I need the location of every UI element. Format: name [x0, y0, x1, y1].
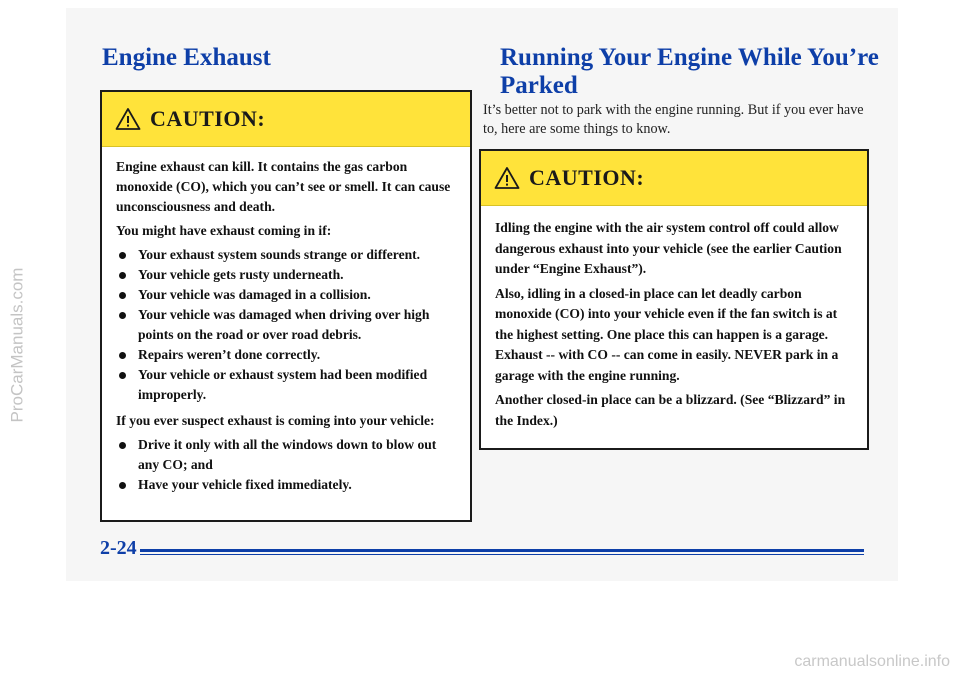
intro-paragraph: It’s better not to park with the engine running. But if you ever have to, here are some things to know. — [483, 102, 864, 137]
list-item: Your vehicle or exhaust system had been modified improperly. — [116, 365, 458, 405]
bottom-watermark: carmanualsonline.info — [794, 653, 950, 670]
caution-header — [481, 151, 867, 206]
footer-rule — [140, 549, 864, 552]
caution-label: CAUTION: — [529, 165, 645, 190]
list-item: Drive it only with all the windows down to blow out any CO; and — [116, 435, 458, 475]
caution-header — [102, 92, 470, 147]
caution-label: CAUTION: — [150, 106, 266, 131]
warning-triangle-icon — [494, 166, 520, 190]
caution-paragraph: Another closed-in place can be a blizzard. (See “Blizzard” in the Index.) — [495, 392, 846, 428]
caution-paragraph: Engine exhaust can kill. It contains the gas carbon monoxide (CO), which you can’t see or smell. It can cause unconsciousness and death. — [116, 159, 451, 214]
list-item: Have your vehicle fixed immediately. — [116, 475, 458, 495]
idling-caution-box — [479, 149, 869, 450]
list-item: Repairs weren’t done correctly. — [116, 345, 458, 365]
list-item: Your vehicle gets rusty underneath. — [116, 265, 458, 285]
exhaust-actions-list — [116, 435, 458, 495]
caution-paragraph: If you ever suspect exhaust is coming into your vehicle: — [116, 413, 435, 428]
exhaust-signs-list — [116, 245, 458, 405]
caution-paragraph: You might have exhaust coming in if: — [116, 223, 332, 238]
caution-paragraph: Also, idling in a closed-in place can let deadly carbon monoxide (CO) into your vehicle even if the fan switch is at the highest setting. One place this can happen is a garage. Exhaust -- with CO -- can come in easily. NEVER park in a garage with the engine running. — [495, 285, 839, 383]
footer-rule-thin — [140, 554, 864, 555]
page-number: 2-24 — [100, 537, 137, 559]
running-engine-parked-heading: Running Your Engine While You’re Parked — [500, 44, 879, 99]
engine-exhaust-caution-box — [100, 90, 472, 522]
engine-exhaust-heading: Engine Exhaust — [102, 44, 271, 71]
list-item: Your exhaust system sounds strange or different. — [116, 245, 458, 265]
caution-body — [102, 147, 470, 495]
list-item: Your vehicle was damaged when driving over high points on the road or over road debris. — [116, 305, 458, 345]
caution-paragraph: Idling the engine with the air system control off could allow dangerous exhaust into your vehicle (see the earlier Caution under “Engine Exhaust”). — [495, 220, 842, 276]
side-watermark: ProCarManuals.com — [7, 267, 27, 423]
caution-body — [481, 206, 867, 431]
list-item: Your vehicle was damaged in a collision. — [116, 285, 458, 305]
warning-triangle-icon — [115, 107, 141, 131]
